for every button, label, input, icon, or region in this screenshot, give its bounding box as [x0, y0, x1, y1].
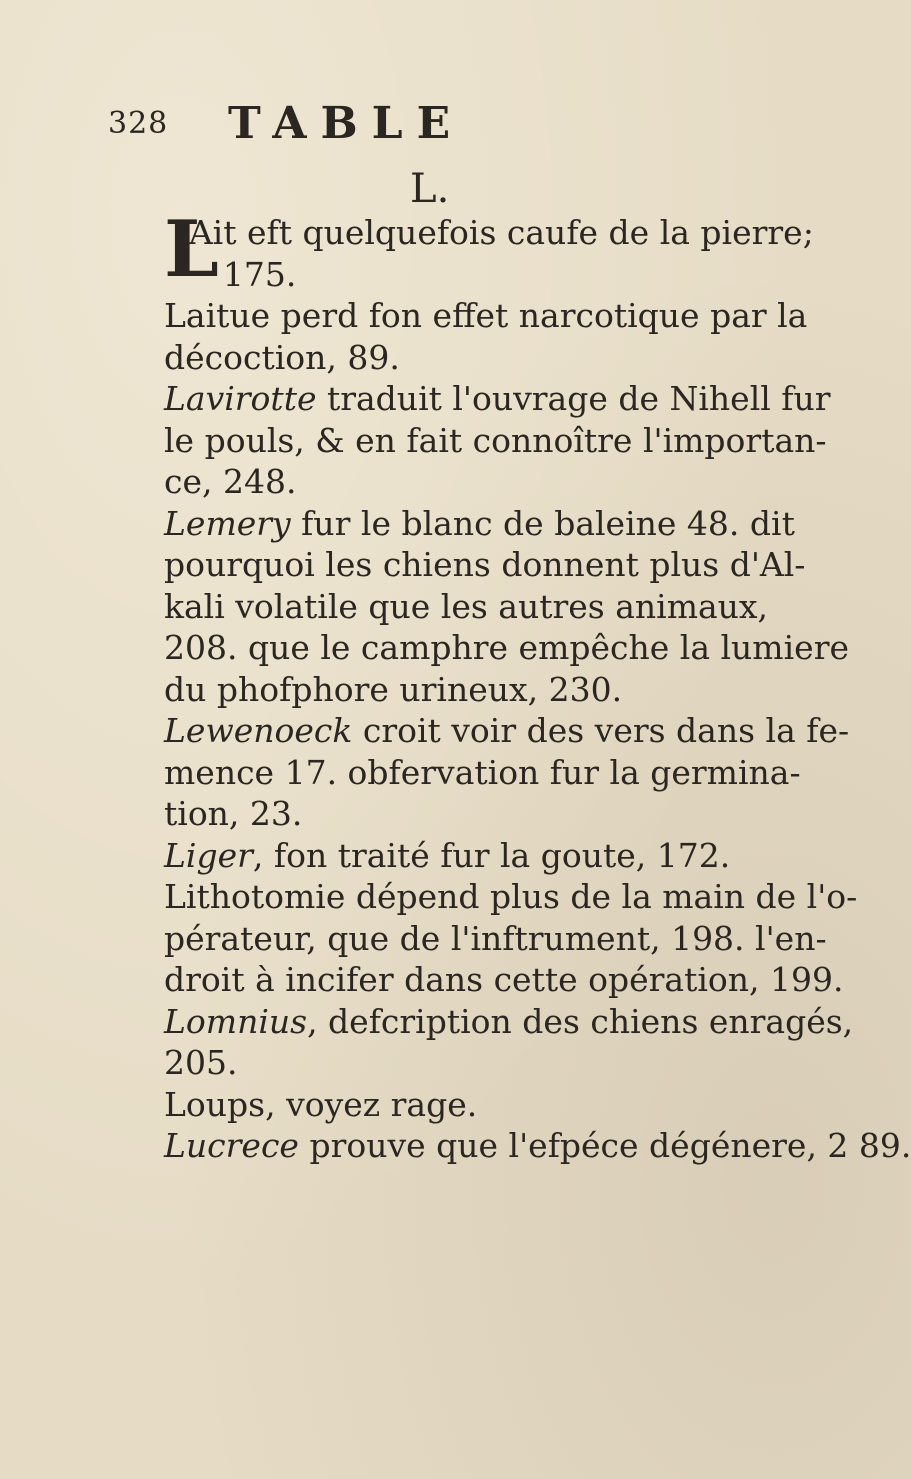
entry-headword: Lomnius [164, 1001, 308, 1041]
entry-line: le pouls, & en fait connoître l'importan- [164, 420, 827, 460]
entry-line [164, 1001, 854, 1043]
index-entry [164, 378, 831, 503]
entry-line: 175. [222, 254, 297, 294]
running-title: TABLE [228, 98, 465, 149]
entry-line [164, 710, 850, 752]
entry-text: prouve que l'efpéce dégénere, 2 89. [298, 1126, 911, 1165]
entry-headword: Lewenoeck [164, 711, 353, 750]
drop-cap: L [164, 204, 219, 295]
entry-line: mence 17. obfervation fur la germina- [164, 752, 801, 792]
entry-line: décoction, 89. [164, 337, 400, 377]
entry-headword: Lucrece [164, 1126, 299, 1165]
entry-line: 208. que le camphre empêche la lumiere [164, 628, 849, 667]
page-number: 328 [108, 106, 169, 141]
index-entry [164, 710, 850, 835]
index-entry [164, 876, 858, 1001]
index-entry [164, 835, 784, 877]
entry-line [164, 503, 795, 545]
entry-line: pérateur, que de l'inftrument, 198. l'en- [164, 918, 827, 958]
entry-headword: Lavirotte [164, 379, 317, 418]
entry-line: Lithotomie dépend plus de la main de l'o- [164, 877, 858, 916]
entry-line [164, 378, 831, 420]
index-entry [164, 1084, 784, 1126]
index-entry [164, 503, 849, 711]
entry-line: 205. [164, 1043, 238, 1082]
entry-text: , defcription des chiens enragés, [307, 1001, 854, 1041]
entry-line: Loups, voyez rage. [164, 1084, 478, 1124]
entry-headword: Liger [164, 835, 253, 875]
section-letter: L. [410, 166, 450, 212]
entry-text: traduit l'ouvrage de Nihell fur [316, 379, 831, 418]
entry-line: droit à incifer dans cette opération, 199. [164, 960, 844, 999]
index-entry [164, 1001, 854, 1084]
index-entry [164, 1125, 911, 1167]
running-head [108, 98, 578, 148]
entry-line: Laitue perd fon effet narcotique par la [164, 296, 808, 335]
index-entries [164, 204, 911, 1167]
index-entry [164, 295, 808, 378]
entry-line [164, 835, 784, 877]
entry-line: ce, 248. [164, 462, 297, 501]
entry-line: Ait eft quelquefois caufe de la pierre; [188, 213, 814, 252]
entry-headword: Lemery [164, 503, 291, 543]
entry-text: , fon traité fur la goute, 172. [252, 835, 731, 875]
entry-line: pourquoi les chiens donnent plus d'Al- [164, 545, 806, 584]
entry-line: du phofphore urineux, 230. [164, 669, 623, 709]
entry-line: kali volatile que les autres animaux, [164, 586, 769, 626]
entry-line [164, 1125, 911, 1167]
entry-text: croit voir des vers dans la fe- [352, 711, 850, 750]
index-entry [164, 204, 814, 295]
entry-text: fur le blanc de baleine 48. dit [290, 503, 795, 543]
entry-line: tion, 23. [164, 794, 303, 833]
